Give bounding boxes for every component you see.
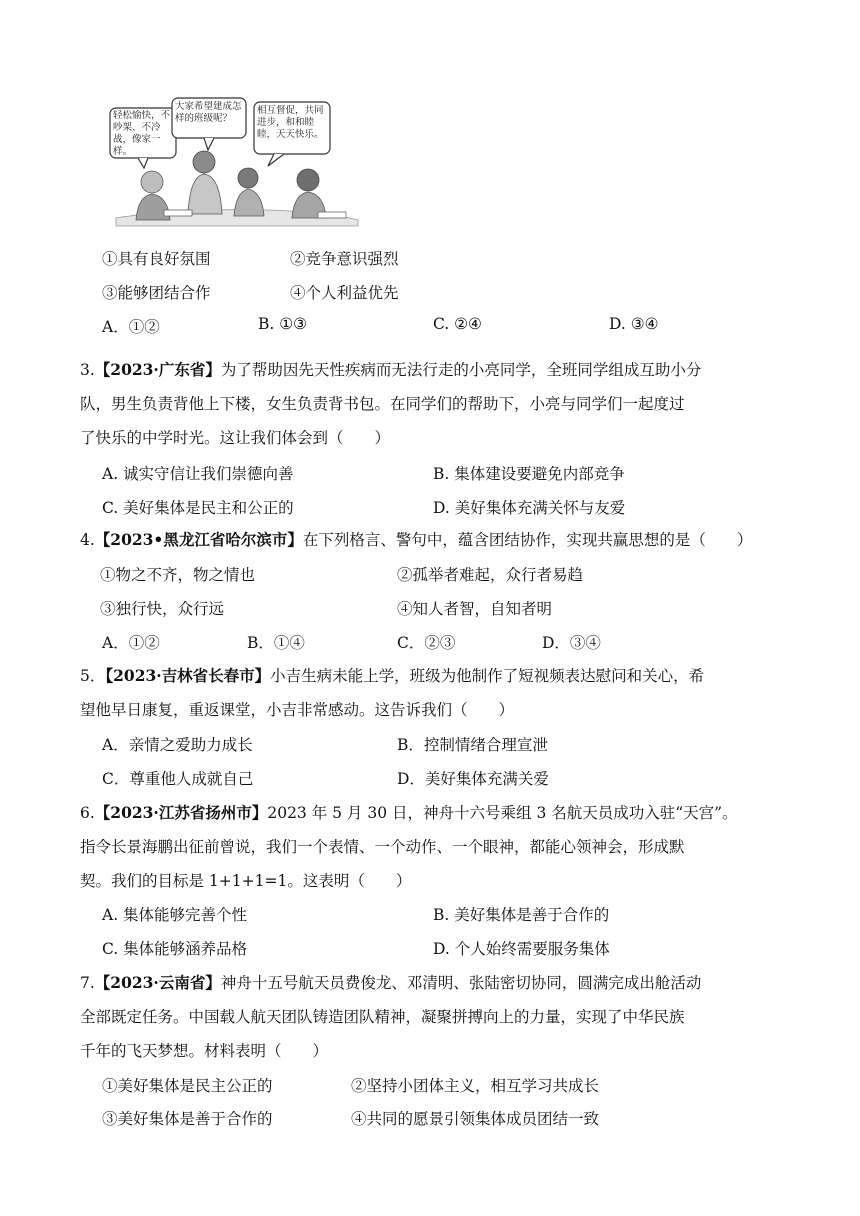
q4-statement-3: ③独行快，众行远: [100, 600, 225, 618]
q3-number: 3.: [80, 361, 95, 379]
q5-stem-line-1: 5．【2023·吉林省长春市】小吉生病未能上学，班级为他制作了短视频表达慰问和关心，希: [80, 666, 705, 685]
q5-option-c[interactable]: C．尊重他人成就自己: [102, 770, 254, 788]
q6-stem-line-1: 6.【2023·江苏省扬州市】2023 年 5 月 30 日，神舟十六号乘组 3 名航天员成功入驻“天宫”。: [80, 803, 738, 822]
q4-source: 【2023•黑龙江省哈尔滨市】: [94, 530, 303, 549]
q4-stem-line-1: 4.【2023•黑龙江省哈尔滨市】在下列格言、警句中，蕴含团结协作，实现共赢思想的是（ ）: [80, 530, 753, 549]
q2-statement-1: ①具有良好氛围: [102, 250, 211, 268]
q7-statement-2: ②坚持小团体主义，相互学习共成长: [351, 1077, 600, 1095]
q7-statement-1: ①美好集体是民主公正的: [102, 1077, 273, 1095]
bubble-left-text: 轻松愉快，不吵架、不冷战，像家一样。: [113, 110, 171, 157]
q6-option-a[interactable]: A. 集体能够完善个性: [102, 906, 248, 924]
q5-stem-line-2: 望他早日康复，重返课堂，小吉非常感动。这告诉我们（ ）: [80, 701, 515, 719]
q4-option-b[interactable]: B．①④: [247, 634, 305, 652]
q2-statement-2: ②竞争意识强烈: [290, 250, 399, 268]
q4-option-d[interactable]: D．③④: [542, 634, 601, 652]
q6-option-c[interactable]: C. 集体能够涵养品格: [102, 940, 248, 958]
q3-source: 【2023·广东省】: [94, 360, 221, 379]
q7-number: 7.: [80, 974, 95, 992]
q4-statement-4: ④知人者智，自知者明: [397, 600, 553, 618]
class-discussion-illustration: [108, 96, 364, 228]
q7-statement-4: ④共同的愿景引领集体成员团结一致: [351, 1110, 600, 1128]
q5-option-d[interactable]: D．美好集体充满关爱: [397, 770, 549, 788]
bubble-right-text: 相互督促，共同进步，和和睦睦，天天快乐。: [257, 105, 324, 140]
q5-source: 【2023·吉林省长春市】: [105, 666, 271, 685]
q7-stem-line-1: 7.【2023·云南省】神舟十五号航天员费俊龙、邓清明、张陆密切协同，圆满完成出舱活动: [80, 973, 702, 992]
q6-source: 【2023·江苏省扬州市】: [94, 803, 268, 822]
q6-stem-line-2: 指令长景海鹏出征前曾说，我们一个表情、一个动作、一个眼神，都能心领神会，形成默: [80, 838, 685, 856]
q3-stem-line-3: 了快乐的中学时光。这让我们体会到（ ）: [80, 429, 391, 447]
q3-option-d[interactable]: D. 美好集体充满关怀与友爱: [433, 499, 626, 517]
bubble-center-text: 大家希望建成怎样的班级呢？: [175, 101, 242, 124]
q6-stem-line-3: 契。我们的目标是 1+1+1=1。这表明（ ）: [80, 872, 412, 890]
students-cartoon-image: [108, 96, 364, 228]
q5-option-a[interactable]: A．亲情之爱助力成长: [102, 736, 253, 754]
q6-option-b[interactable]: B. 美好集体是善于合作的: [433, 906, 610, 924]
q4-option-a[interactable]: A．①②: [102, 634, 160, 652]
q2-statement-3: ③能够团结合作: [102, 284, 211, 302]
q7-stem-line-3: 千年的飞天梦想。材料表明（ ）: [80, 1042, 329, 1060]
q4-number: 4.: [80, 531, 95, 549]
q2-option-d[interactable]: D. ③④: [609, 315, 659, 333]
q2-option-c[interactable]: C. ②④: [433, 315, 482, 333]
q6-option-d[interactable]: D. 个人始终需要服务集体: [433, 940, 610, 958]
q3-stem-line-2: 队，男生负责背他上下楼，女生负责背书包。在同学们的帮助下，小亮与同学们一起度过: [80, 395, 685, 413]
q7-source: 【2023·云南省】: [94, 973, 221, 992]
q3-option-a[interactable]: A. 诚实守信让我们崇德向善: [102, 465, 294, 483]
q2-statement-4: ④个人利益优先: [290, 284, 399, 302]
q5-number: 5．: [80, 667, 106, 685]
q7-stem-line-2: 全部既定任务。中国载人航天团队铸造团队精神，凝聚拼搏向上的力量，实现了中华民族: [80, 1008, 685, 1026]
q4-statement-1: ①物之不齐，物之情也: [100, 566, 256, 584]
q3-option-b[interactable]: B. 集体建设要避免内部竞争: [433, 465, 625, 483]
q4-statement-2: ②孤举者难起，众行者易趋: [397, 566, 584, 584]
q3-option-c[interactable]: C. 美好集体是民主和公正的: [102, 499, 294, 517]
q7-statement-3: ③美好集体是善于合作的: [102, 1110, 273, 1128]
q4-option-c[interactable]: C．②③: [397, 634, 456, 652]
q2-option-a[interactable]: A．①②: [102, 318, 160, 336]
q3-stem-line-1: 3.【2023·广东省】为了帮助因先天性疾病而无法行走的小亮同学，全班同学组成互助小分: [80, 360, 702, 379]
q6-number: 6.: [80, 804, 95, 822]
q2-option-b[interactable]: B. ①③: [258, 315, 308, 333]
q5-option-b[interactable]: B．控制情绪合理宣泄: [397, 736, 548, 754]
